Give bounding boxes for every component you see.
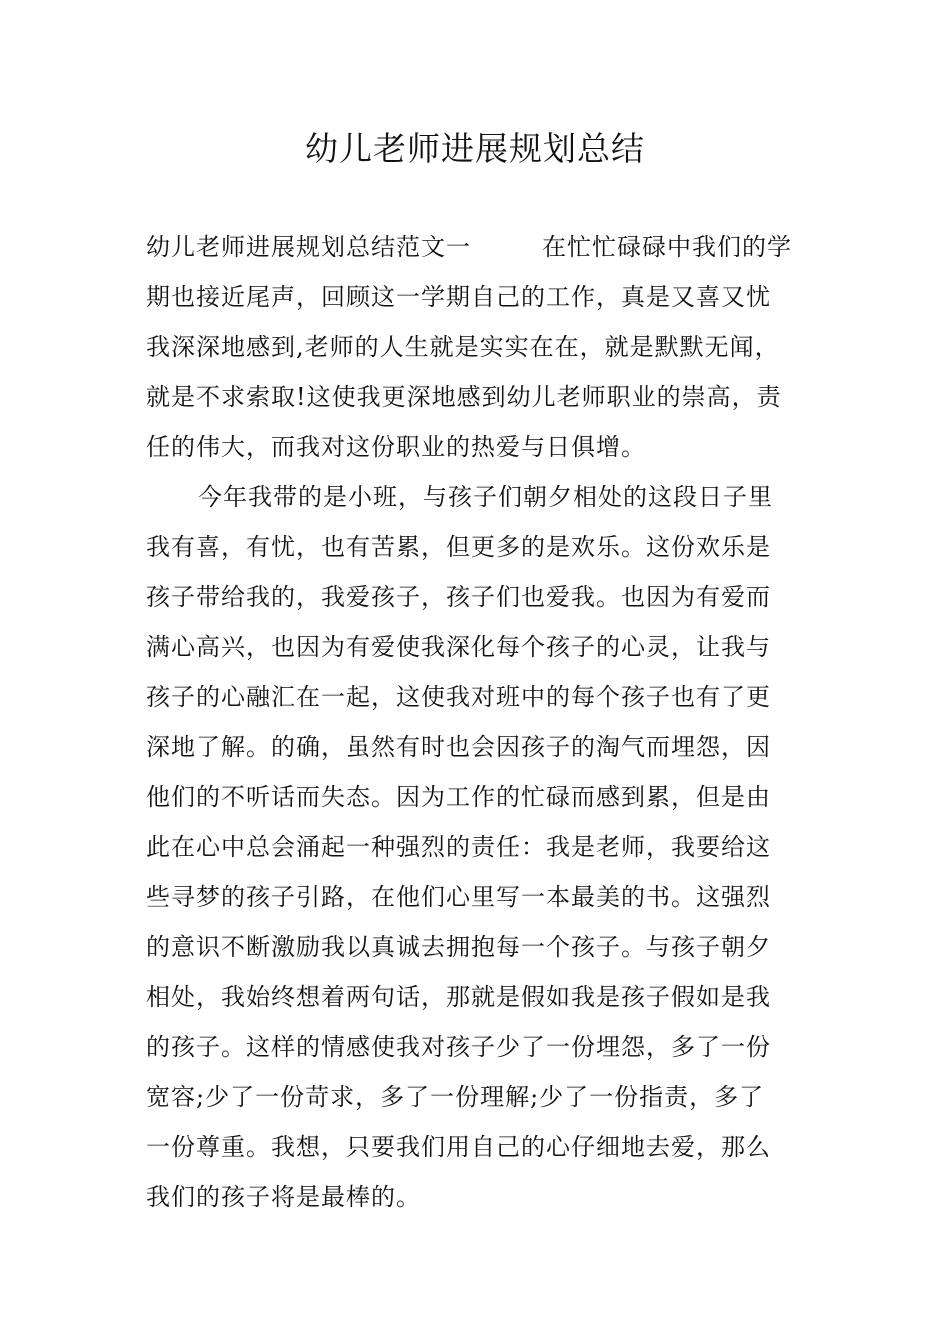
paragraph2-line: 一份尊重。我想，只要我们用自己的心仔细地去爱，那么 bbox=[146, 1133, 771, 1161]
paragraph2-line: 他们的不听话而失态。因为工作的忙碌而感到累，但是由 bbox=[146, 783, 771, 811]
paragraph2-line: 宽容;少了一份苛求，多了一份理解;少了一份指责，多了 bbox=[146, 1083, 765, 1111]
paragraph2-line: 满心高兴，也因为有爱使我深化每个孩子的心灵，让我与 bbox=[146, 633, 771, 661]
document-title: 幼儿老师进展规划总结 bbox=[305, 129, 645, 168]
paragraph2-line: 深地了解。的确，虽然有时也会因孩子的淘气而埋怨，因 bbox=[146, 733, 771, 761]
paragraph2-line: 此在心中总会涌起一种强烈的责任：我是老师，我要给这 bbox=[146, 833, 771, 861]
paragraph2-line: 我有喜，有忧，也有苦累，但更多的是欢乐。这份欢乐是 bbox=[146, 533, 771, 561]
paragraph1-line: 期也接近尾声，回顾这一学期自己的工作，真是又喜又忧 bbox=[146, 283, 771, 311]
paragraph2-line: 我们的孩子将是最棒的。 bbox=[146, 1183, 421, 1211]
paragraph2-line: 相处，我始终想着两句话，那就是假如我是孩子假如是我 bbox=[146, 983, 771, 1011]
paragraph1-line: 任的伟大，而我对这份职业的热爱与日俱增。 bbox=[146, 433, 646, 461]
paragraph2-line: 孩子的心融汇在一起，这使我对班中的每个孩子也有了更 bbox=[146, 683, 771, 711]
paragraph1-line: 就是不求索取!这使我更深地感到幼儿老师职业的崇高，责 bbox=[146, 383, 782, 411]
paragraph1-line: 在忙忙碌碌中我们的学 bbox=[542, 233, 792, 261]
paragraph2-line: 些寻梦的孩子引路，在他们心里写一本最美的书。这强烈 bbox=[146, 883, 771, 911]
paragraph1-line: 我深深地感到,老师的人生就是实实在在，就是默默无闻， bbox=[146, 333, 780, 361]
paragraph2-line: 的孩子。这样的情感使我对孩子少了一份埋怨，多了一份 bbox=[146, 1033, 771, 1061]
paragraph1-lead: 幼儿老师进展规划总结范文一 bbox=[146, 233, 471, 261]
paragraph2-line: 今年我带的是小班，与孩子们朝夕相处的这段日子里 bbox=[198, 483, 773, 511]
paragraph2-line: 孩子带给我的，我爱孩子，孩子们也爱我。也因为有爱而 bbox=[146, 583, 771, 611]
paragraph2-line: 的意识不断激励我以真诚去拥抱每一个孩子。与孩子朝夕 bbox=[146, 933, 771, 961]
